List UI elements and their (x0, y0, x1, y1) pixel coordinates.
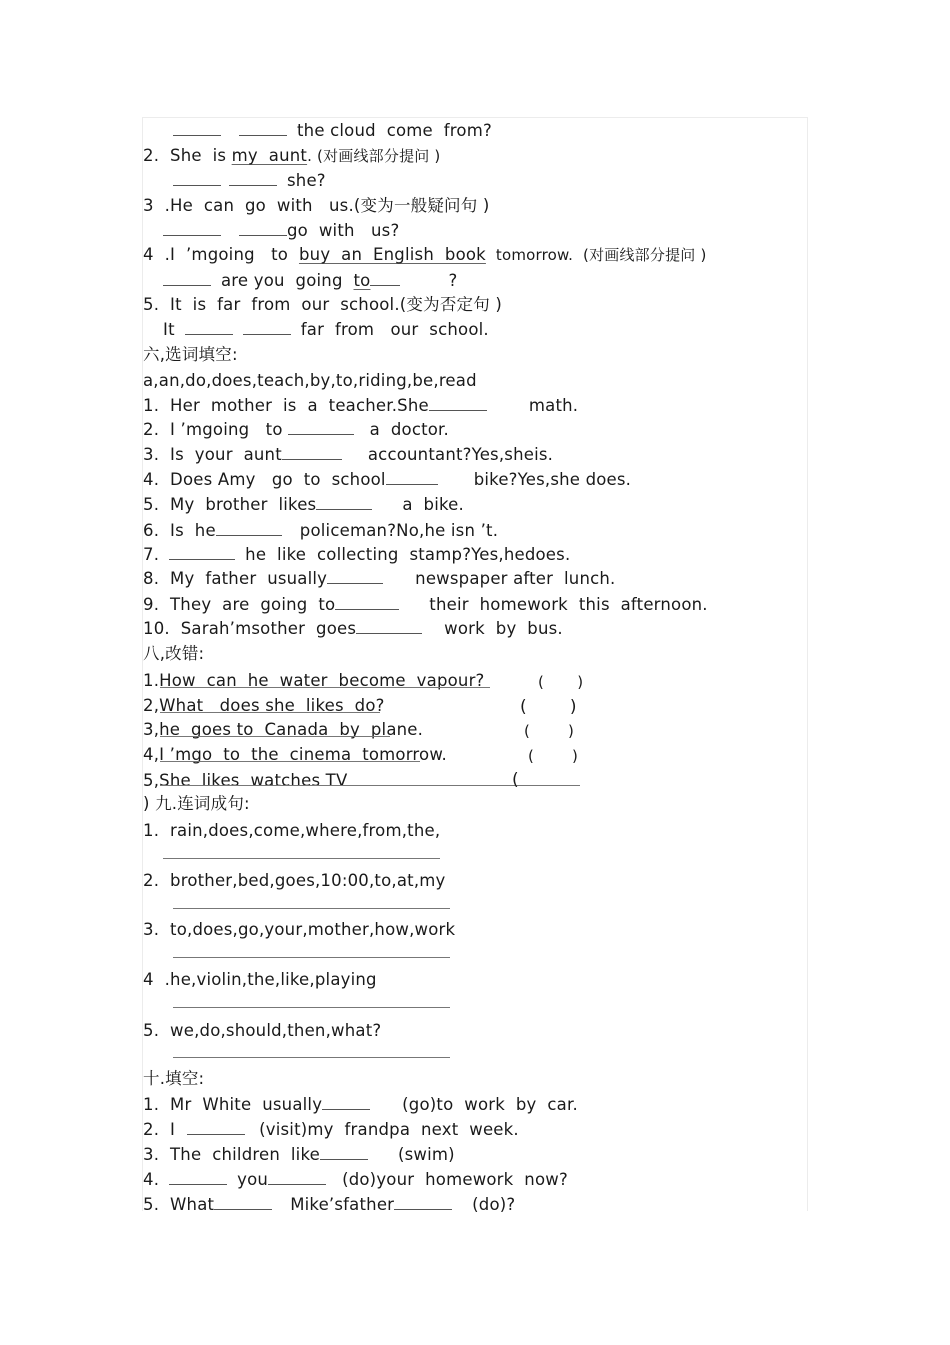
s8-item: 3,he goes to Canada by plane. (143, 720, 424, 739)
answer-line (163, 858, 440, 859)
s5-line3: she? (143, 171, 326, 191)
s8-paren: ( ) (524, 722, 574, 740)
s6-item: 5. My brother likes a bike. (143, 495, 464, 514)
s8-item3-underline (160, 736, 390, 737)
s6-item: 4. Does Amy go to school bike?Yes,she does. (143, 470, 632, 489)
s6-heading: 六,选词填空: (143, 345, 238, 364)
s6-item: 2. I ’mgoing to a doctor. (143, 420, 449, 439)
s8-item2-underline (160, 712, 380, 713)
s10-heading: 十.填空: (143, 1069, 205, 1088)
answer-line (173, 1007, 450, 1008)
s9-item: 2. brother,bed,goes,10:00,to,at,my (143, 871, 446, 890)
s6-item: 8. My father usually newspaper after lunch. (143, 569, 616, 588)
s5-line6: 4 .I ’mgoing to buy an English book tomorrow. (对画线部分提问 ) (143, 245, 707, 264)
s8-paren: ( ) (520, 697, 577, 717)
s8-heading: 八,改错: (143, 644, 205, 663)
s6-item: 10. Sarah’msother goes work by bus. (143, 619, 563, 638)
s8-paren: ( (512, 770, 519, 790)
s5-line9: It far from our school. (163, 320, 489, 339)
s6-item: 6. Is he policeman?No,he isn ’t. (143, 521, 499, 540)
s10-item: 4. you (do)your homework now? (143, 1170, 568, 1189)
s6-item: 7. he like collecting stamp?Yes,hedoes. (143, 545, 571, 564)
s8-paren: ( ) (538, 673, 584, 691)
s9-item: 5. we,do,should,then,what? (143, 1021, 382, 1040)
s8-item: 2,What does she likes do? (143, 696, 385, 715)
s10-item: 1. Mr White usually (go)to work by car. (143, 1095, 578, 1114)
s8-item1-underline (160, 687, 490, 688)
answer-line (173, 1057, 450, 1058)
s5-line1: the cloud come from? (143, 121, 492, 141)
s10-item: 3. The children like (swim) (143, 1145, 455, 1164)
s5-line7: are you going to ? (143, 271, 457, 291)
s8-item: 5,She likes watches TV (143, 771, 348, 790)
s9-item: 4 .he,violin,the,like,playing (143, 970, 377, 989)
s8-item: 4,I ’mgo to the cinema tomorrow. (143, 745, 447, 764)
s9-item: 3. to,does,go,your,mother,how,work (143, 920, 456, 939)
s5-line8: 5. It is far from our school.(变为否定句 ) (143, 295, 502, 314)
s6-word-bank: a,an,do,does,teach,by,to,riding,be,read (143, 371, 477, 390)
s8-paren: ( ) (528, 747, 578, 765)
s5-line4: 3 .He can go with us.(变为一般疑问句 ) (143, 196, 490, 215)
answer-line (173, 908, 450, 909)
s8-item: 1.How can he water become vapour? (143, 671, 485, 690)
s9-item: 1. rain,does,come,where,from,the, (143, 821, 441, 840)
s5-line5: go with us? (143, 221, 399, 241)
s8-item4-underline (160, 761, 420, 762)
s9-heading: ) 九.连词成句: (143, 794, 250, 813)
s6-item: 1. Her mother is a teacher.She math. (143, 396, 579, 415)
s6-item: 9. They are going to their homework this afternoon. (143, 595, 708, 614)
answer-line (173, 957, 450, 958)
s6-item: 3. Is your aunt accountant?Yes,sheis. (143, 445, 554, 464)
s10-item: 5. What Mike’sfather (do)? (143, 1195, 516, 1214)
s10-item: 2. I (visit)my frandpa next week. (143, 1120, 519, 1139)
s5-line2: 2. She is my aunt. (对画线部分提问 ) (143, 146, 441, 165)
